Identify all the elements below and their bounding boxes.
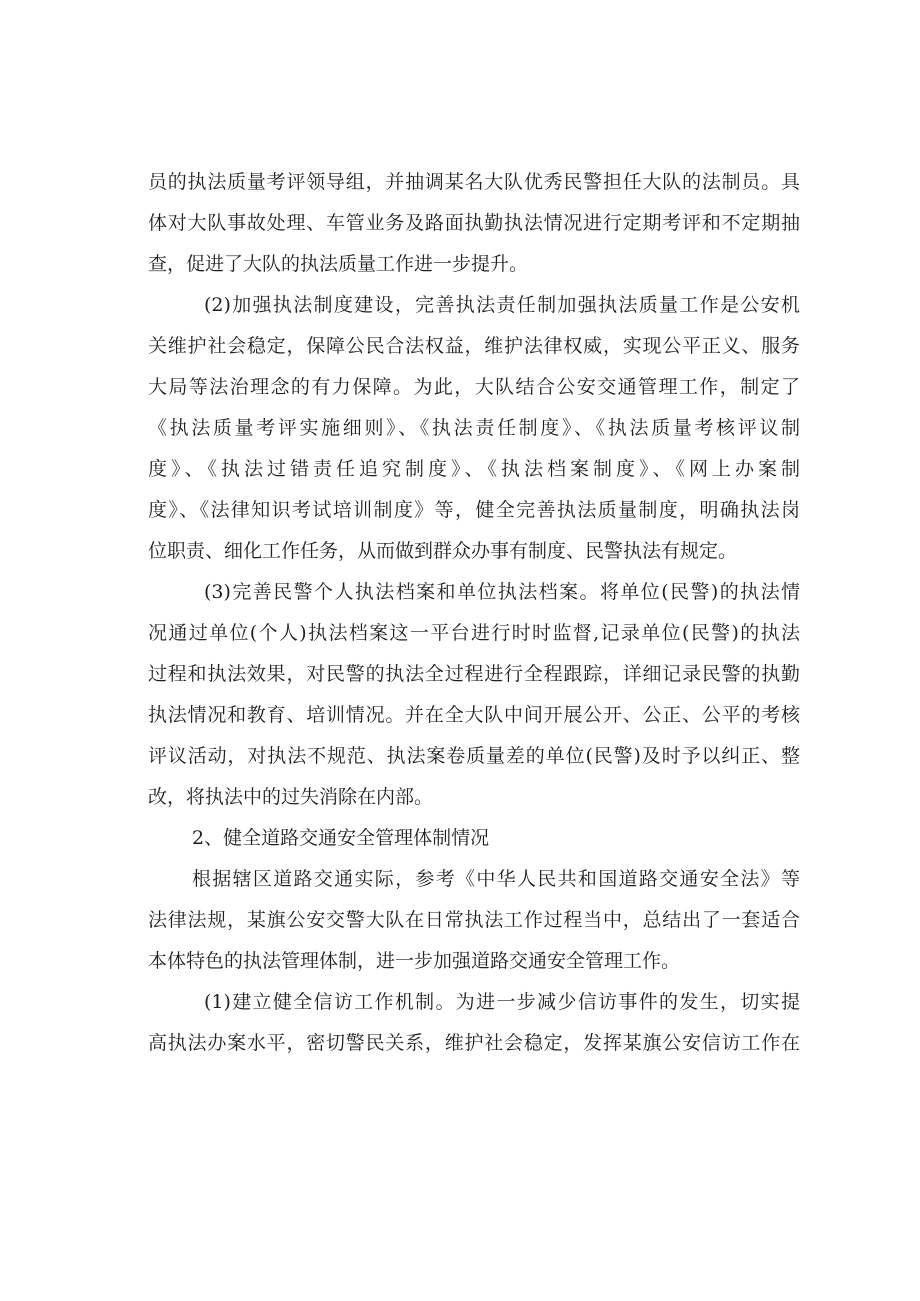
text-line: 法律法规，某旗公安交警大队在日常执法工作过程当中，总结出了一套适合 <box>148 909 800 931</box>
paragraph-5 <box>148 859 800 982</box>
text-line: 体对大队事故处理、车管业务及路面执勤执法情况进行定期考评和不定期抽 <box>148 212 800 234</box>
text-line: 高执法办案水平，密切警民关系，维护社会稳定，发挥某旗公安信访工作在 <box>148 1032 800 1054</box>
text-line: 关维护社会稳定，保障公民合法权益，维护法律权威，实现公平正义、服务 <box>148 335 800 357</box>
text-line: 度》、《执法过错责任追究制度》、《执法档案制度》、《网上办案制 <box>148 458 800 480</box>
text-line: 过程和执法效果，对民警的执法全过程进行全程跟踪，详细记录民警的执勤 <box>148 663 800 685</box>
text-line: 度》、《法律知识考试培训制度》等，健全完善执法质量制度，明确执法岗 <box>148 499 800 521</box>
section-heading <box>148 818 800 859</box>
text-line: 查，促进了大队的执法质量工作进一步提升。 <box>148 253 529 275</box>
paragraph-3 <box>148 572 800 818</box>
paragraph-1 <box>148 162 800 285</box>
text-line: 评议活动，对执法不规范、执法案卷质量差的单位(民警)及时予以纠正、整 <box>148 745 800 767</box>
text-line: 本体特色的执法管理体制，进一步加强道路交通安全管理工作。 <box>148 950 681 972</box>
paragraph-2 <box>148 285 800 572</box>
text-line: 改，将执法中的过失消除在内部。 <box>148 786 434 808</box>
text-line: 位职责、细化工作任务，从而做到群众办事有制度、民警执法有规定。 <box>148 540 738 562</box>
text-line: (2)加强执法制度建设，完善执法责任制加强执法质量工作是公安机 <box>204 294 800 316</box>
text-line: (1)建立健全信访工作机制。为进一步减少信访事件的发生，切实提 <box>204 991 800 1013</box>
document-body <box>148 162 800 1064</box>
text-line: 员的执法质量考评领导组，并抽调某名大队优秀民警担任大队的法制员。具 <box>148 171 800 193</box>
text-line: 2、健全道路交通安全管理体制情况 <box>192 827 490 849</box>
text-line: (3)完善民警个人执法档案和单位执法档案。将单位(民警)的执法情 <box>204 581 800 603</box>
text-line: 执法情况和教育、培训情况。并在全大队中间开展公开、公正、公平的考核 <box>148 704 800 726</box>
text-line: 根据辖区道路交通实际，参考《中华人民共和国道路交通安全法》等 <box>192 868 800 890</box>
text-line: 大局等法治理念的有力保障。为此，大队结合公安交通管理工作，制定了 <box>148 376 800 398</box>
text-line: 况通过单位(个人)执法档案这一平台进行时时监督,记录单位(民警)的执法 <box>148 622 800 644</box>
text-line: 《执法质量考评实施细则》、《执法责任制度》、《执法质量考核评议制 <box>148 417 800 439</box>
paragraph-6 <box>148 982 800 1064</box>
